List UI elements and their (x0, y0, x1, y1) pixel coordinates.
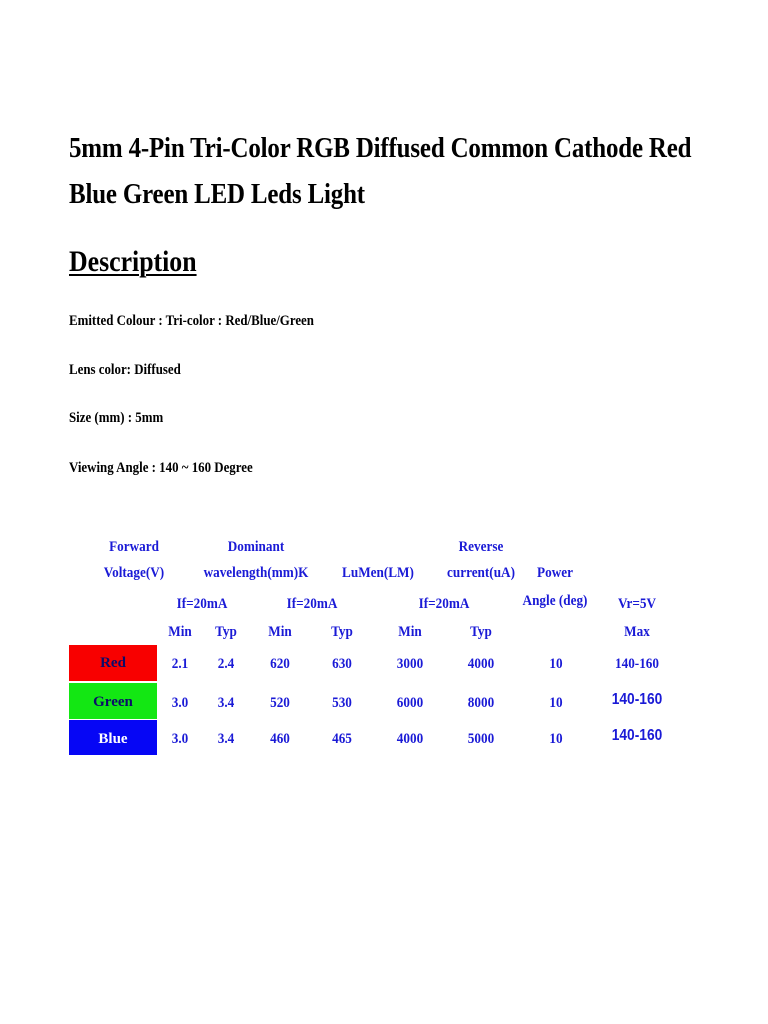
swatch-red (69, 645, 157, 681)
header-vr: Vr=5V (617, 596, 657, 612)
cell-green-lm-min: 6000 (396, 695, 424, 711)
swatch-green-label: Green (93, 694, 133, 710)
cell-green-vf-min: 3.0 (171, 695, 189, 711)
swatch-red-label: Red (100, 655, 126, 671)
cell-blue-lm-min: 4000 (396, 731, 424, 747)
cell-blue-lm-typ: 5000 (467, 731, 495, 747)
cell-blue-wl-min: 460 (270, 731, 290, 747)
spec-viewing-angle: Viewing Angle : 140 ~ 160 Degree (69, 460, 253, 476)
description-heading: Description (69, 245, 197, 278)
spec-size: Size (mm) : 5mm (69, 410, 164, 426)
swatch-blue-label: Blue (98, 731, 128, 747)
header-typ-lumen: Typ (470, 624, 492, 640)
header-if-voltage: If=20mA (176, 596, 228, 612)
cell-blue-wl-typ: 465 (332, 731, 352, 747)
header-angle: Angle (deg) (522, 593, 588, 609)
header-min-voltage: Min (168, 624, 192, 640)
title-line-1: 5mm 4-Pin Tri-Color RGB Diffused Common Cathode Red (69, 132, 692, 164)
cell-blue-angle: 140-160 (611, 727, 663, 744)
header-power: Power (537, 565, 573, 581)
swatch-blue (69, 720, 157, 755)
header-if-wavelength: If=20mA (286, 596, 338, 612)
header-wavelength: wavelength(mm)K (203, 565, 309, 581)
cell-red-current: 10 (549, 656, 563, 672)
header-typ-wavelength: Typ (331, 624, 353, 640)
cell-blue-vf-typ: 3.4 (217, 731, 235, 747)
spec-emitted-colour: Emitted Colour : Tri-color : Red/Blue/Green (69, 313, 314, 329)
header-typ-voltage: Typ (215, 624, 237, 640)
swatch-green (69, 683, 157, 719)
cell-blue-current: 10 (549, 731, 563, 747)
cell-blue-vf-min: 3.0 (171, 731, 189, 747)
header-lumen: LuMen(LM) (342, 565, 414, 581)
header-dominant: Dominant (227, 539, 285, 555)
spec-lens-color: Lens color: Diffused (69, 362, 181, 378)
cell-green-wl-min: 520 (270, 695, 290, 711)
cell-red-angle: 140-160 (615, 656, 659, 672)
header-current: current(uA) (447, 565, 515, 581)
cell-red-vf-typ: 2.4 (217, 656, 235, 672)
header-min-wavelength: Min (268, 624, 292, 640)
cell-red-vf-min: 2.1 (171, 656, 189, 672)
header-voltage: Voltage(V) (103, 565, 165, 581)
header-if-lumen: If=20mA (418, 596, 470, 612)
cell-red-wl-typ: 630 (332, 656, 352, 672)
header-max-vr: Max (624, 624, 650, 640)
cell-green-lm-typ: 8000 (467, 695, 495, 711)
cell-red-lm-min: 3000 (396, 656, 424, 672)
header-reverse: Reverse (458, 539, 504, 555)
header-forward: Forward (109, 539, 159, 555)
cell-green-current: 10 (549, 695, 563, 711)
cell-green-vf-typ: 3.4 (217, 695, 235, 711)
title-line-2: Blue Green LED Leds Light (69, 178, 365, 210)
cell-green-wl-typ: 530 (332, 695, 352, 711)
header-min-lumen: Min (398, 624, 422, 640)
page-title (69, 125, 692, 217)
cell-green-angle: 140-160 (611, 691, 663, 708)
cell-red-wl-min: 620 (270, 656, 290, 672)
cell-red-lm-typ: 4000 (467, 656, 495, 672)
